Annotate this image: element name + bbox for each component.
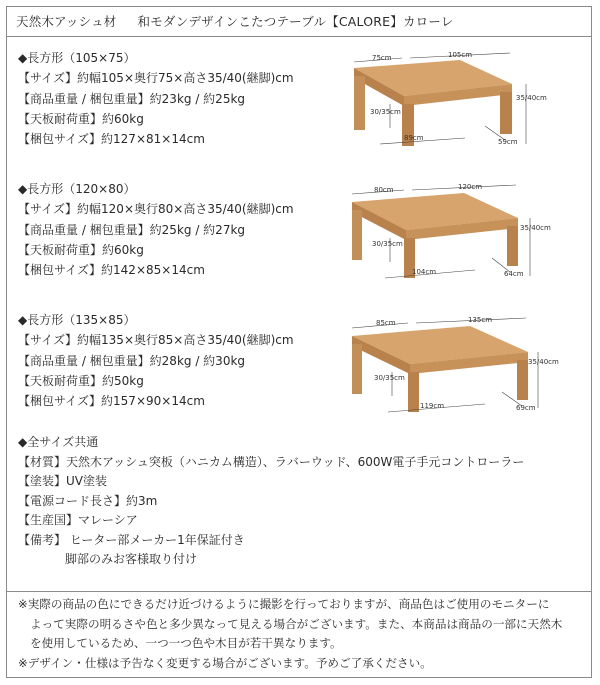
spec-size: 【サイズ】約幅135×奥行85×高さ35/40(継脚)cm [18, 333, 294, 348]
common-heading: ◆全サイズ共通 [18, 435, 99, 449]
dim-leg-height: 30/35cm [374, 374, 405, 382]
dim-inner-width: 89cm [404, 134, 424, 142]
notes-section [18, 595, 562, 673]
dim-depth: 85cm [376, 319, 396, 327]
common-remarks-2: 脚部のみお客様取り付け [65, 552, 198, 566]
note-line: ※実際の商品の色にできるだけ近づけるように撮影を行っておりますが、商品色はご使用のモニターに [18, 597, 550, 611]
common-remarks: 【備考】 ヒーター部メーカー1年保証付き [18, 532, 245, 547]
dim-inner-width: 119cm [420, 402, 445, 410]
header-material: 天然木アッシュ材 [16, 14, 117, 29]
dim-height: 35/40cm [520, 224, 551, 232]
table-leg [352, 210, 362, 260]
dim-width: 135cm [468, 316, 493, 324]
dim-height: 35/40cm [516, 94, 547, 102]
spec-weight: 【商品重量 / 梱包重量】約23kg / 約25kg [18, 91, 246, 106]
spec-weight: 【商品重量 / 梱包重量】約25kg / 約27kg [18, 222, 246, 237]
dim-width: 105cm [448, 51, 473, 59]
spec-block-120x80 [18, 179, 294, 280]
spec-block-135x85 [18, 310, 294, 411]
spec-load: 【天板耐荷重】約50kg [18, 373, 144, 388]
dim-height: 35/40cm [528, 358, 559, 366]
spec-heading: ◆長方形（120×80） [18, 182, 136, 196]
spec-package: 【梱包サイズ】約127×81×14cm [18, 132, 205, 147]
table-leg [500, 92, 512, 134]
spec-package: 【梱包サイズ】約157×90×14cm [18, 394, 205, 409]
page-header [6, 6, 592, 37]
dim-inner-depth: 59cm [498, 138, 518, 146]
note-line: よって実際の明るさや色と多少異なって見える場合がございます。また、本商品は商品の一部に天然木 [30, 616, 563, 631]
table-leg [408, 372, 419, 412]
common-finish: 【塗装】UV塗装 [18, 474, 107, 488]
spec-size: 【サイズ】約幅105×奥行75×高さ35/40(継脚)cm [18, 71, 294, 86]
spec-heading: ◆長方形（135×85） [18, 313, 136, 327]
common-cord: 【電源コード長さ】約3m [18, 493, 158, 508]
spec-load: 【天板耐荷重】約60kg [18, 242, 144, 257]
spec-block-105x75 [18, 48, 294, 149]
table-leg [507, 226, 518, 266]
notes-divider [6, 591, 592, 592]
dim-inner-width: 104cm [412, 268, 437, 276]
dim-leg-height: 30/35cm [370, 108, 401, 116]
table-leg [517, 360, 528, 400]
dim-inner-depth: 64cm [504, 270, 524, 278]
common-origin: 【生産国】マレーシア [18, 513, 138, 527]
spec-weight: 【商品重量 / 梱包重量】約28kg / 約30kg [18, 353, 246, 368]
note-line: ※デザイン・仕様は予告なく変更する場合がございます。予めご了承ください。 [18, 655, 432, 670]
dim-leg-height: 30/35cm [372, 240, 403, 248]
dim-depth: 75cm [372, 54, 392, 62]
spec-load: 【天板耐荷重】約60kg [18, 111, 144, 126]
note-line: を使用しているため、一つ一つ色や木目が若干異なります。 [30, 636, 342, 650]
header-product-title: 和モダンデザインこたつテーブル【CALORE】カローレ [137, 14, 454, 29]
spec-package: 【梱包サイズ】約142×85×14cm [18, 263, 205, 278]
spec-heading: ◆長方形（105×75） [18, 51, 136, 65]
table-diagram-105x75 [340, 48, 550, 158]
table-leg [354, 76, 365, 130]
table-diagram-135x85 [340, 312, 559, 422]
dim-width: 120cm [458, 183, 483, 191]
dim-depth: 80cm [374, 186, 394, 194]
spec-size: 【サイズ】約幅120×奥行80×高さ35/40(継脚)cm [18, 202, 294, 217]
table-leg [352, 344, 362, 394]
dim-inner-depth: 69cm [516, 404, 536, 412]
table-diagram-120x80 [340, 180, 550, 290]
common-material: 【材質】天然木アッシュ突板（ハニカム構造）、ラバーウッド、600W電子手元コントローラー [18, 454, 525, 469]
common-specs [18, 433, 524, 570]
